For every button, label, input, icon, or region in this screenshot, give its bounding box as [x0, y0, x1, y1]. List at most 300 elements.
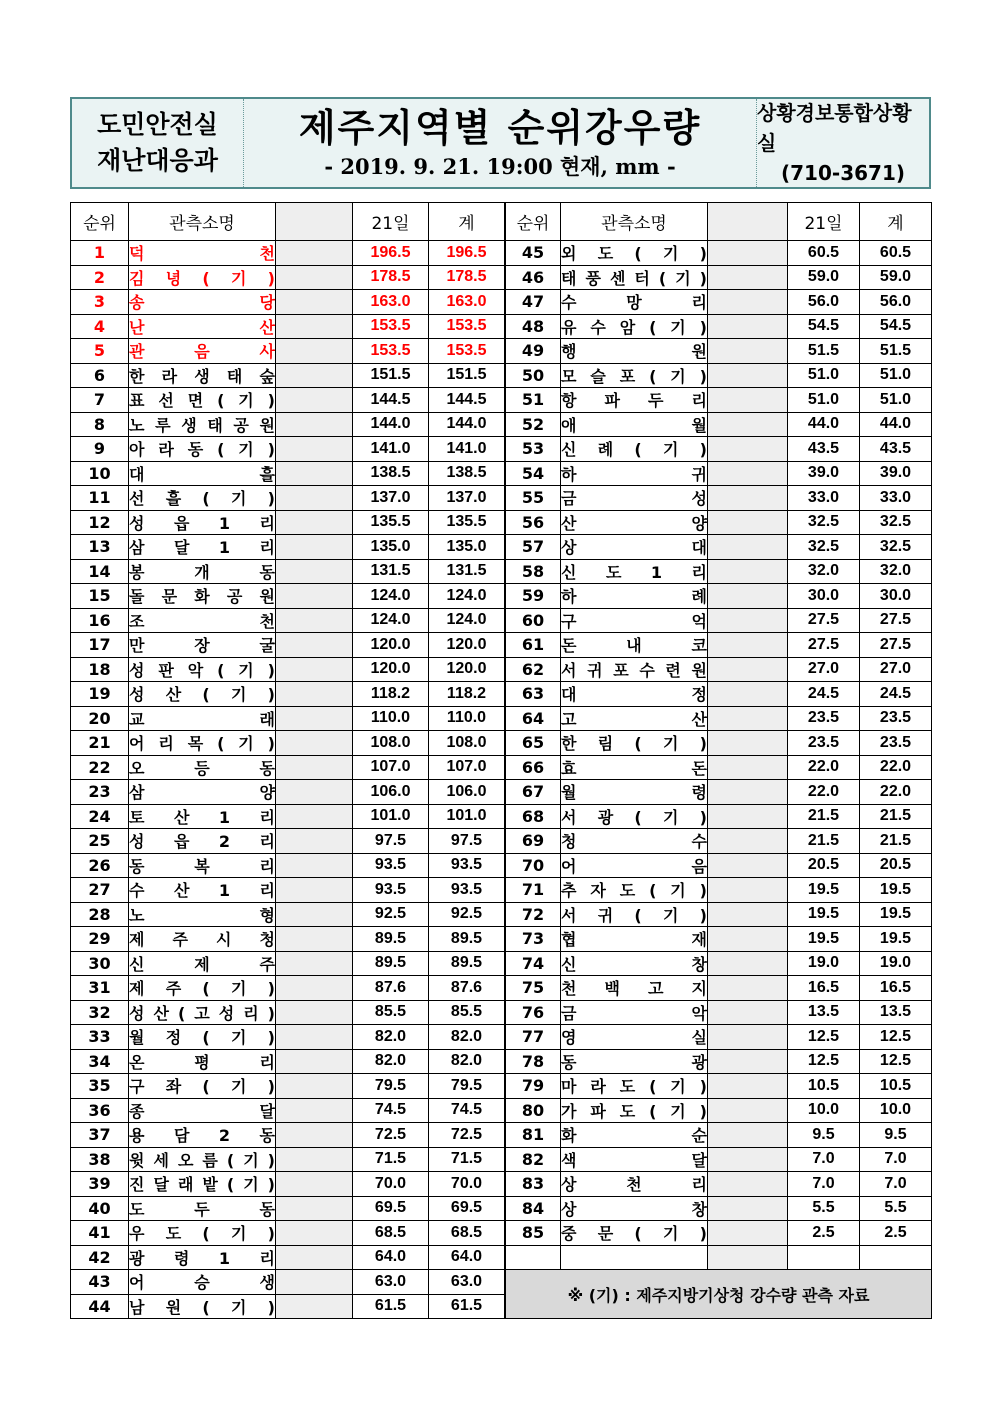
rank-cell: 15 [71, 584, 129, 609]
total-rainfall-cell: 108.0 [429, 731, 505, 756]
day-rainfall-cell: 82.0 [353, 1025, 429, 1050]
total-rainfall-cell: 97.5 [429, 829, 505, 854]
day-rainfall-cell: 44.0 [788, 412, 860, 437]
total-rainfall-cell: 118.2 [429, 682, 505, 707]
total-rainfall-cell: 144.5 [429, 388, 505, 413]
day-rainfall-cell: 19.0 [788, 951, 860, 976]
station-name-cell: 신 창 [561, 951, 708, 976]
day-rainfall-cell: 110.0 [353, 706, 429, 731]
blank-cell [276, 314, 353, 339]
blank-cell [708, 241, 788, 266]
total-rainfall-cell: 16.5 [860, 976, 932, 1001]
blank-cell [708, 1025, 788, 1050]
day-rainfall-cell: 106.0 [353, 780, 429, 805]
rank-cell: 48 [506, 314, 561, 339]
total-rainfall-cell: 39.0 [860, 461, 932, 486]
table-body [71, 241, 932, 1319]
table-row [71, 1025, 932, 1050]
station-name-cell: 제 주 시 청 [129, 927, 276, 952]
day-rainfall-cell: 9.5 [788, 1123, 860, 1148]
page-title: 제주지역별 순위강우량 [298, 106, 702, 150]
header-station: 관측소명 [129, 203, 276, 241]
blank-cell [276, 1147, 353, 1172]
blank-cell [708, 951, 788, 976]
rank-cell: 78 [506, 1049, 561, 1074]
empty-cell [860, 1245, 932, 1270]
table-row [71, 461, 932, 486]
station-name-cell: 윗 세 오 름 ( 기 ) [129, 1147, 276, 1172]
rank-cell: 6 [71, 363, 129, 388]
blank-cell [708, 731, 788, 756]
rank-cell: 26 [71, 853, 129, 878]
rank-cell: 82 [506, 1147, 561, 1172]
table-row [71, 363, 932, 388]
rank-cell: 34 [71, 1049, 129, 1074]
header-station: 관측소명 [561, 203, 708, 241]
day-rainfall-cell: 108.0 [353, 731, 429, 756]
station-name-cell: 월 령 [561, 780, 708, 805]
rank-cell: 67 [506, 780, 561, 805]
header-day: 21일 [788, 203, 860, 241]
total-rainfall-cell: 61.5 [429, 1294, 505, 1319]
empty-cell [506, 1245, 561, 1270]
total-rainfall-cell: 12.5 [860, 1025, 932, 1050]
day-rainfall-cell: 72.5 [353, 1123, 429, 1148]
empty-cell [788, 1245, 860, 1270]
total-rainfall-cell: 144.0 [429, 412, 505, 437]
total-rainfall-cell: 60.5 [860, 241, 932, 266]
rank-cell: 10 [71, 461, 129, 486]
blank-cell [276, 951, 353, 976]
day-rainfall-cell: 63.0 [353, 1270, 429, 1295]
blank-cell [276, 412, 353, 437]
table-row [71, 290, 932, 315]
station-name-cell: 만 장 굴 [129, 633, 276, 658]
day-rainfall-cell: 107.0 [353, 755, 429, 780]
blank-cell [276, 437, 353, 462]
rank-cell: 46 [506, 265, 561, 290]
day-rainfall-cell: 21.5 [788, 829, 860, 854]
blank-cell [276, 976, 353, 1001]
total-rainfall-cell: 12.5 [860, 1049, 932, 1074]
station-name-cell: 행 원 [561, 339, 708, 364]
blank-cell [708, 608, 788, 633]
total-rainfall-cell: 71.5 [429, 1147, 505, 1172]
blank-cell [276, 633, 353, 658]
blank-cell [708, 1098, 788, 1123]
header-day: 21일 [353, 203, 429, 241]
rank-cell: 81 [506, 1123, 561, 1148]
table-row [71, 510, 932, 535]
blank-cell [276, 829, 353, 854]
total-rainfall-cell: 87.6 [429, 976, 505, 1001]
blank-cell [276, 657, 353, 682]
station-name-cell: 모 슬 포 ( 기 ) [561, 363, 708, 388]
day-rainfall-cell: 7.0 [788, 1172, 860, 1197]
blank-cell [276, 780, 353, 805]
station-name-cell: 조 천 [129, 608, 276, 633]
table-row [71, 1098, 932, 1123]
rank-cell: 58 [506, 559, 561, 584]
rank-cell: 74 [506, 951, 561, 976]
day-rainfall-cell: 79.5 [353, 1074, 429, 1099]
station-name-cell: 신 제 주 [129, 951, 276, 976]
table-row [71, 339, 932, 364]
empty-cell [708, 1245, 788, 1270]
station-name-cell: 화 순 [561, 1123, 708, 1148]
rank-cell: 85 [506, 1221, 561, 1246]
rank-cell: 42 [71, 1245, 129, 1270]
station-name-cell: 성 산 ( 고 성 리 ) [129, 1000, 276, 1025]
day-rainfall-cell: 87.6 [353, 976, 429, 1001]
total-rainfall-cell: 54.5 [860, 314, 932, 339]
station-name-cell: 영 실 [561, 1025, 708, 1050]
day-rainfall-cell: 56.0 [788, 290, 860, 315]
station-name-cell: 온 평 리 [129, 1049, 276, 1074]
table-row [71, 314, 932, 339]
day-rainfall-cell: 51.5 [788, 339, 860, 364]
station-name-cell: 오 등 동 [129, 755, 276, 780]
total-rainfall-cell: 19.0 [860, 951, 932, 976]
station-name-cell: 구 좌 ( 기 ) [129, 1074, 276, 1099]
table-row [71, 412, 932, 437]
day-rainfall-cell: 64.0 [353, 1245, 429, 1270]
station-name-cell: 상 천 리 [561, 1172, 708, 1197]
table-row [71, 535, 932, 560]
day-rainfall-cell: 196.5 [353, 241, 429, 266]
total-rainfall-cell: 151.5 [429, 363, 505, 388]
rank-cell: 76 [506, 1000, 561, 1025]
rank-cell: 27 [71, 878, 129, 903]
table-row [71, 682, 932, 707]
blank-cell [708, 755, 788, 780]
rank-cell: 70 [506, 853, 561, 878]
rank-cell: 21 [71, 731, 129, 756]
day-rainfall-cell: 124.0 [353, 584, 429, 609]
station-name-cell: 김 녕 ( 기 ) [129, 265, 276, 290]
station-name-cell: 대 흘 [129, 461, 276, 486]
rank-cell: 40 [71, 1196, 129, 1221]
total-rainfall-cell: 82.0 [429, 1025, 505, 1050]
blank-cell [708, 633, 788, 658]
station-name-cell: 수 망 리 [561, 290, 708, 315]
table-row [71, 241, 932, 266]
station-name-cell: 유 수 암 ( 기 ) [561, 314, 708, 339]
blank-cell [708, 927, 788, 952]
blank-cell [708, 976, 788, 1001]
blank-cell [276, 755, 353, 780]
station-name-cell: 청 수 [561, 829, 708, 854]
blank-cell [708, 559, 788, 584]
day-rainfall-cell: 23.5 [788, 731, 860, 756]
blank-cell [708, 853, 788, 878]
station-name-cell: 서 귀 포 수 련 원 [561, 657, 708, 682]
rank-cell: 45 [506, 241, 561, 266]
station-name-cell: 고 산 [561, 706, 708, 731]
day-rainfall-cell: 118.2 [353, 682, 429, 707]
title-box [244, 99, 757, 187]
total-rainfall-cell: 7.0 [860, 1147, 932, 1172]
station-name-cell: 어 리 목 ( 기 ) [129, 731, 276, 756]
day-rainfall-cell: 82.0 [353, 1049, 429, 1074]
day-rainfall-cell: 153.5 [353, 314, 429, 339]
total-rainfall-cell: 106.0 [429, 780, 505, 805]
table-row [71, 1074, 932, 1099]
station-name-cell: 외 도 ( 기 ) [561, 241, 708, 266]
rank-cell: 54 [506, 461, 561, 486]
total-rainfall-cell: 137.0 [429, 486, 505, 511]
day-rainfall-cell: 93.5 [353, 878, 429, 903]
total-rainfall-cell: 131.5 [429, 559, 505, 584]
header-blank [708, 203, 788, 241]
rank-cell: 51 [506, 388, 561, 413]
table-row [71, 1245, 932, 1270]
rank-cell: 20 [71, 706, 129, 731]
blank-cell [708, 878, 788, 903]
rank-cell: 29 [71, 927, 129, 952]
total-rainfall-cell: 153.5 [429, 314, 505, 339]
station-name-cell: 금 악 [561, 1000, 708, 1025]
blank-cell [708, 584, 788, 609]
total-rainfall-cell: 64.0 [429, 1245, 505, 1270]
blank-cell [708, 706, 788, 731]
day-rainfall-cell: 27.0 [788, 657, 860, 682]
rank-cell: 43 [71, 1270, 129, 1295]
total-rainfall-cell: 22.0 [860, 780, 932, 805]
day-rainfall-cell: 13.5 [788, 1000, 860, 1025]
blank-cell [276, 1098, 353, 1123]
station-name-cell: 교 래 [129, 706, 276, 731]
day-rainfall-cell: 68.5 [353, 1221, 429, 1246]
total-rainfall-cell: 92.5 [429, 902, 505, 927]
blank-cell [276, 682, 353, 707]
table-row [71, 437, 932, 462]
day-rainfall-cell: 10.5 [788, 1074, 860, 1099]
contact-office: 상황경보통합상황실 [757, 101, 912, 155]
blank-cell [276, 363, 353, 388]
table-row [71, 1147, 932, 1172]
table-row [71, 265, 932, 290]
day-rainfall-cell: 120.0 [353, 657, 429, 682]
day-rainfall-cell: 93.5 [353, 853, 429, 878]
day-rainfall-cell: 27.5 [788, 608, 860, 633]
station-name-cell: 덕 천 [129, 241, 276, 266]
table-row [71, 1049, 932, 1074]
station-name-cell: 삼 양 [129, 780, 276, 805]
total-rainfall-cell: 196.5 [429, 241, 505, 266]
table-row [71, 584, 932, 609]
rank-cell: 12 [71, 510, 129, 535]
total-rainfall-cell: 107.0 [429, 755, 505, 780]
blank-cell [276, 927, 353, 952]
day-rainfall-cell: 19.5 [788, 927, 860, 952]
rank-cell: 8 [71, 412, 129, 437]
total-rainfall-cell: 27.0 [860, 657, 932, 682]
station-name-cell: 진 달 래 밭 ( 기 ) [129, 1172, 276, 1197]
rank-cell: 4 [71, 314, 129, 339]
blank-cell [276, 608, 353, 633]
source-note: ※ (기) : 제주지방기상청 강수량 관측 자료 [506, 1270, 932, 1319]
table-row [71, 1000, 932, 1025]
total-rainfall-cell: 135.0 [429, 535, 505, 560]
total-rainfall-cell: 68.5 [429, 1221, 505, 1246]
blank-cell [708, 510, 788, 535]
station-name-cell: 제 주 ( 기 ) [129, 976, 276, 1001]
total-rainfall-cell: 69.5 [429, 1196, 505, 1221]
table-row [71, 1123, 932, 1148]
rank-cell: 55 [506, 486, 561, 511]
day-rainfall-cell: 22.0 [788, 755, 860, 780]
rank-cell: 62 [506, 657, 561, 682]
table-row [71, 1196, 932, 1221]
rank-cell: 64 [506, 706, 561, 731]
day-rainfall-cell: 60.5 [788, 241, 860, 266]
blank-cell [708, 1074, 788, 1099]
station-name-cell: 상 창 [561, 1196, 708, 1221]
table-row [71, 1172, 932, 1197]
day-rainfall-cell: 32.5 [788, 510, 860, 535]
station-name-cell: 어 음 [561, 853, 708, 878]
rank-cell: 44 [71, 1294, 129, 1319]
blank-cell [276, 486, 353, 511]
blank-cell [276, 510, 353, 535]
blank-cell [276, 731, 353, 756]
day-rainfall-cell: 10.0 [788, 1098, 860, 1123]
rank-cell: 1 [71, 241, 129, 266]
blank-cell [708, 1196, 788, 1221]
total-rainfall-cell: 13.5 [860, 1000, 932, 1025]
blank-cell [708, 1172, 788, 1197]
station-name-cell: 색 달 [561, 1147, 708, 1172]
blank-cell [276, 1245, 353, 1270]
blank-cell [708, 412, 788, 437]
total-rainfall-cell: 85.5 [429, 1000, 505, 1025]
rank-cell: 37 [71, 1123, 129, 1148]
rank-cell: 50 [506, 363, 561, 388]
station-name-cell: 남 원 ( 기 ) [129, 1294, 276, 1319]
total-rainfall-cell: 72.5 [429, 1123, 505, 1148]
rank-cell: 19 [71, 682, 129, 707]
rank-cell: 9 [71, 437, 129, 462]
total-rainfall-cell: 43.5 [860, 437, 932, 462]
station-name-cell: 아 라 동 ( 기 ) [129, 437, 276, 462]
total-rainfall-cell: 44.0 [860, 412, 932, 437]
station-name-cell: 동 광 [561, 1049, 708, 1074]
total-rainfall-cell: 32.0 [860, 559, 932, 584]
station-name-cell: 마 라 도 ( 기 ) [561, 1074, 708, 1099]
station-name-cell: 종 달 [129, 1098, 276, 1123]
station-name-cell: 표 선 면 ( 기 ) [129, 388, 276, 413]
blank-cell [708, 1049, 788, 1074]
station-name-cell: 관 음 사 [129, 339, 276, 364]
station-name-cell: 돈 내 코 [561, 633, 708, 658]
table-row [71, 486, 932, 511]
department-line1: 도민안전실 [97, 110, 218, 139]
station-name-cell: 봉 개 동 [129, 559, 276, 584]
total-rainfall-cell: 153.5 [429, 339, 505, 364]
day-rainfall-cell: 43.5 [788, 437, 860, 462]
blank-cell [276, 1123, 353, 1148]
total-rainfall-cell: 74.5 [429, 1098, 505, 1123]
blank-cell [708, 1147, 788, 1172]
day-rainfall-cell: 7.0 [788, 1147, 860, 1172]
total-rainfall-cell: 124.0 [429, 608, 505, 633]
total-rainfall-cell: 27.5 [860, 608, 932, 633]
rank-cell: 79 [506, 1074, 561, 1099]
blank-cell [708, 829, 788, 854]
rank-cell: 22 [71, 755, 129, 780]
rank-cell: 11 [71, 486, 129, 511]
station-name-cell: 어 승 생 [129, 1270, 276, 1295]
station-name-cell: 우 도 ( 기 ) [129, 1221, 276, 1246]
station-name-cell: 노 루 생 태 공 원 [129, 412, 276, 437]
station-name-cell: 광 령 1 리 [129, 1245, 276, 1270]
blank-cell [708, 437, 788, 462]
total-rainfall-cell: 110.0 [429, 706, 505, 731]
blank-cell [708, 682, 788, 707]
day-rainfall-cell: 30.0 [788, 584, 860, 609]
department-box [72, 99, 244, 187]
rank-cell: 69 [506, 829, 561, 854]
rank-cell: 31 [71, 976, 129, 1001]
station-name-cell: 신 례 ( 기 ) [561, 437, 708, 462]
station-name-cell: 대 정 [561, 682, 708, 707]
station-name-cell: 가 파 도 ( 기 ) [561, 1098, 708, 1123]
day-rainfall-cell: 137.0 [353, 486, 429, 511]
total-rainfall-cell: 93.5 [429, 878, 505, 903]
total-rainfall-cell: 21.5 [860, 829, 932, 854]
total-rainfall-cell: 27.5 [860, 633, 932, 658]
rank-cell: 5 [71, 339, 129, 364]
blank-cell [708, 804, 788, 829]
day-rainfall-cell: 59.0 [788, 265, 860, 290]
rank-cell: 41 [71, 1221, 129, 1246]
rank-cell: 57 [506, 535, 561, 560]
rainfall-ranking-table [70, 202, 932, 1319]
total-rainfall-cell: 19.5 [860, 902, 932, 927]
station-name-cell: 천 백 고 지 [561, 976, 708, 1001]
rank-cell: 3 [71, 290, 129, 315]
blank-cell [276, 1074, 353, 1099]
station-name-cell: 송 당 [129, 290, 276, 315]
rank-cell: 52 [506, 412, 561, 437]
day-rainfall-cell: 32.5 [788, 535, 860, 560]
rank-cell: 32 [71, 1000, 129, 1025]
rank-cell: 56 [506, 510, 561, 535]
day-rainfall-cell: 16.5 [788, 976, 860, 1001]
blank-cell [276, 265, 353, 290]
blank-cell [276, 853, 353, 878]
blank-cell [276, 584, 353, 609]
table-row [71, 755, 932, 780]
total-rainfall-cell: 101.0 [429, 804, 505, 829]
table-row [71, 853, 932, 878]
blank-cell [276, 878, 353, 903]
total-rainfall-cell: 9.5 [860, 1123, 932, 1148]
day-rainfall-cell: 151.5 [353, 363, 429, 388]
blank-cell [276, 902, 353, 927]
station-name-cell: 하 귀 [561, 461, 708, 486]
table-row [71, 951, 932, 976]
total-rainfall-cell: 124.0 [429, 584, 505, 609]
rank-cell: 25 [71, 829, 129, 854]
blank-cell [708, 902, 788, 927]
blank-cell [276, 241, 353, 266]
day-rainfall-cell: 92.5 [353, 902, 429, 927]
table-row [71, 706, 932, 731]
table-row [71, 1221, 932, 1246]
blank-cell [276, 339, 353, 364]
